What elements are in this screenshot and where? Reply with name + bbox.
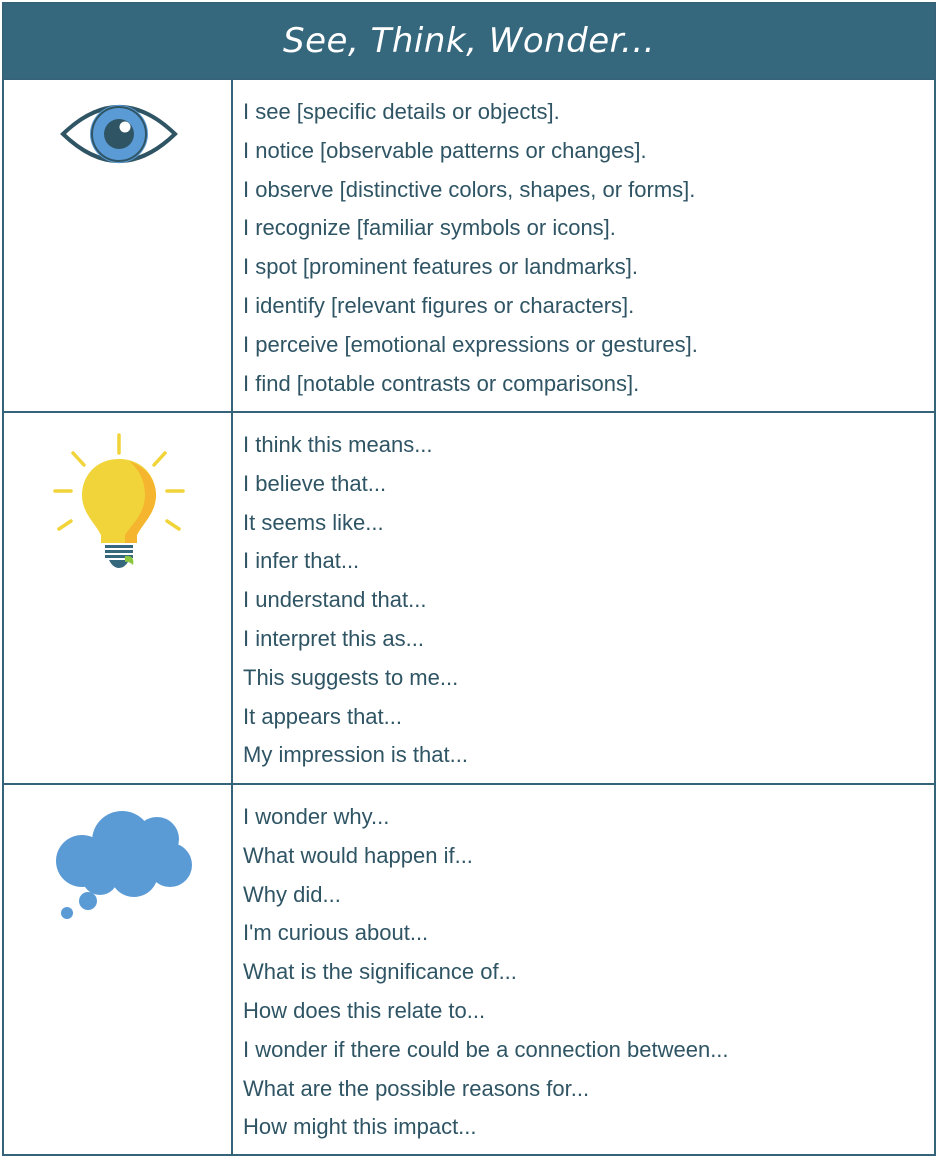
prompt-item: How might this impact...: [243, 1114, 477, 1140]
wonder-prompts: [233, 785, 934, 1154]
prompt-item: I recognize [familiar symbols or icons].: [243, 215, 616, 241]
prompt-item: I interpret this as...: [243, 625, 424, 651]
prompt-item: What are the possible reasons for...: [243, 1075, 590, 1101]
prompt-item: I believe that...: [243, 470, 387, 496]
prompt-item: It seems like...: [243, 509, 384, 535]
worksheet-title: See, Think, Wonder...: [4, 4, 934, 78]
prompt-item: I notice [observable patterns or changes].: [243, 137, 647, 163]
prompt-item: I see [specific details or objects].: [243, 99, 560, 124]
prompt-item: What would happen if...: [243, 842, 473, 868]
think-icon-cell: [4, 413, 233, 783]
thought-cloud-icon: [52, 799, 202, 919]
prompt-item: I wonder if there could be a connection between...: [243, 1036, 729, 1062]
wonder-section: [4, 783, 934, 1154]
prompt-item: I identify [relevant figures or characters].: [243, 292, 635, 318]
prompt-item: I find [notable contrasts or comparisons].: [243, 370, 640, 396]
prompt-item: I infer that...: [243, 548, 360, 574]
prompt-item: I understand that...: [243, 587, 427, 613]
see-icon-cell: [4, 80, 233, 411]
prompt-item: How does this relate to...: [243, 997, 486, 1023]
prompt-item: My impression is that...: [243, 742, 468, 768]
think-prompts: [233, 413, 934, 783]
prompt-item: I observe [distinctive colors, shapes, or forms].: [243, 176, 696, 202]
eye-icon: [59, 92, 179, 172]
see-section: [4, 78, 934, 411]
prompt-item: I'm curious about...: [243, 920, 429, 946]
prompt-item: I perceive [emotional expressions or gestures].: [243, 331, 698, 357]
prompt-item: I wonder why...: [243, 804, 390, 829]
prompt-item: What is the significance of...: [243, 959, 517, 985]
prompt-item: Why did...: [243, 881, 341, 907]
prompt-item: I spot [prominent features or landmarks].: [243, 254, 638, 280]
think-section: [4, 411, 934, 783]
prompt-item: This suggests to me...: [243, 664, 459, 690]
lightbulb-icon: [49, 431, 189, 581]
wonder-icon-cell: [4, 785, 233, 1154]
see-think-wonder-worksheet: [2, 2, 936, 1156]
see-prompts: [233, 80, 934, 411]
prompt-item: It appears that...: [243, 703, 402, 729]
prompt-item: I think this means...: [243, 432, 433, 457]
